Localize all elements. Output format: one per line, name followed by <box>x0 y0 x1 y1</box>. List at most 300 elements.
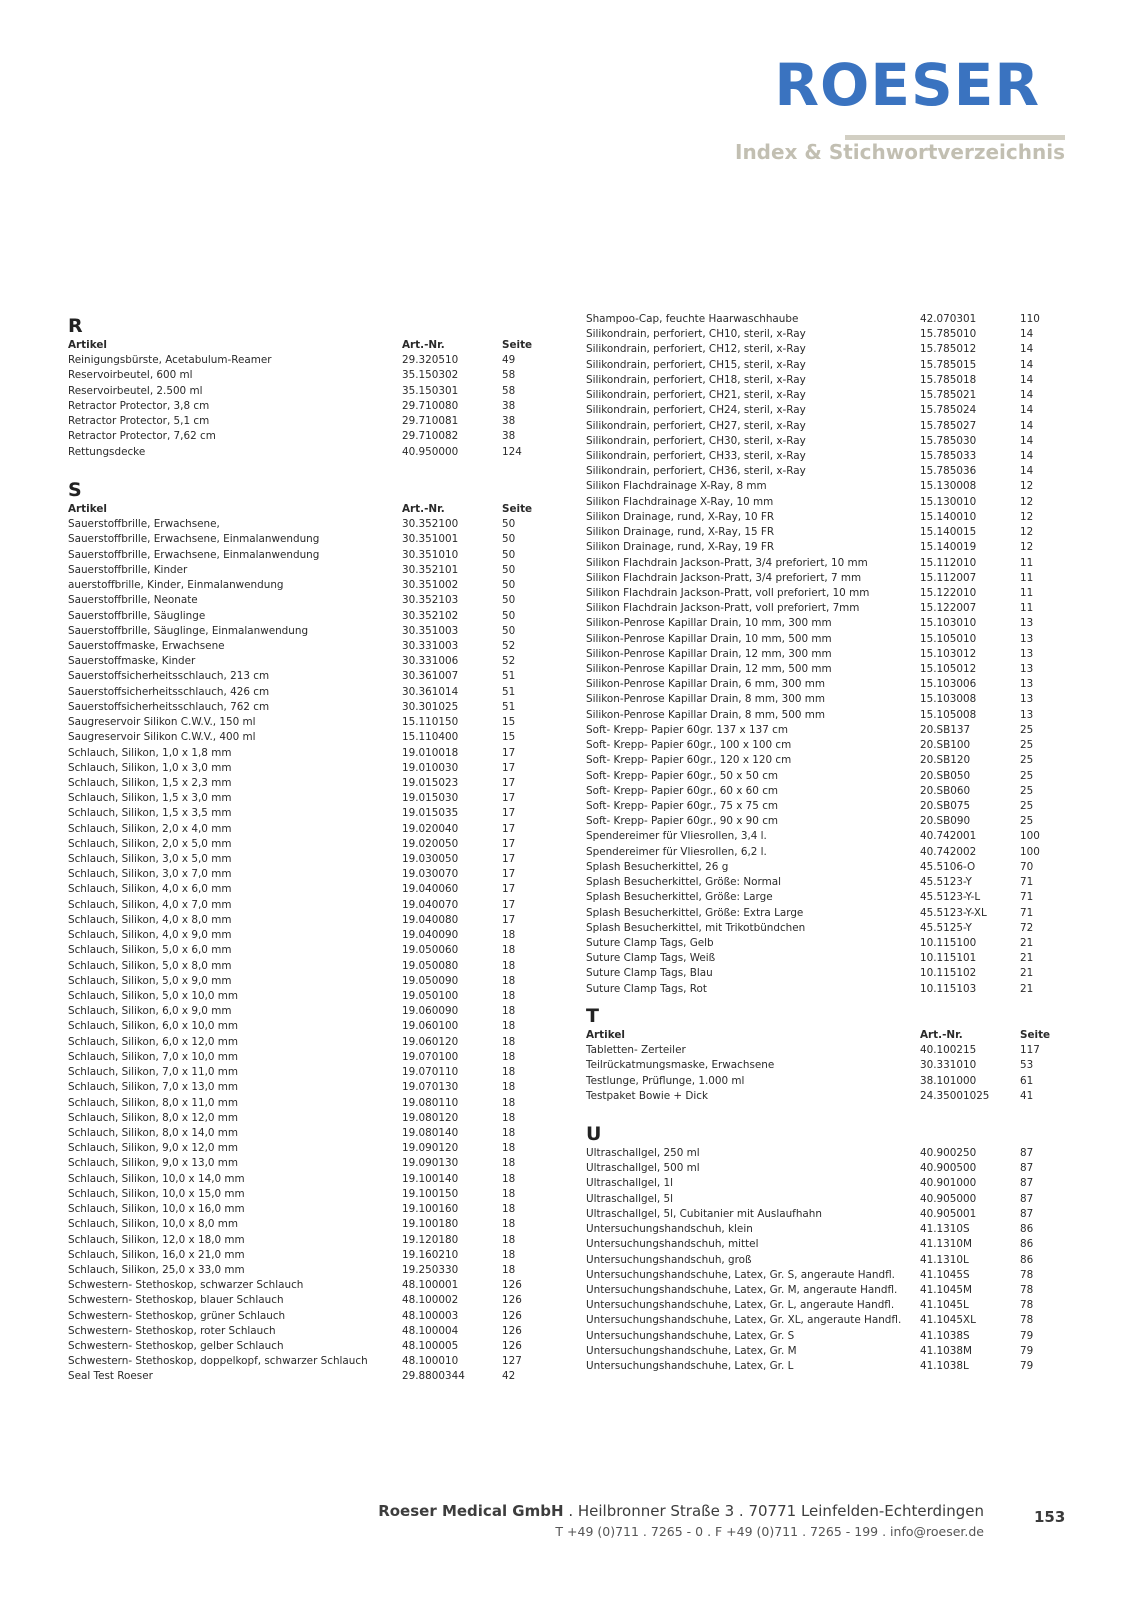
page-ref: 15 <box>502 731 516 744</box>
page-ref: 13 <box>1020 647 1034 660</box>
article-name: Suture Clamp Tags, Blau <box>586 967 713 980</box>
article-name: Splash Besucherkittel, Größe: Extra Large <box>586 906 804 919</box>
page-ref: 25 <box>1020 769 1034 782</box>
index-row <box>586 875 1066 890</box>
index-row <box>586 1043 1066 1058</box>
page-ref: 50 <box>502 579 516 592</box>
page-ref: 49 <box>502 354 516 367</box>
page-ref: 71 <box>1020 876 1034 889</box>
article-number: 41.1038L <box>920 1360 969 1373</box>
article-number: 30.352100 <box>402 518 459 531</box>
index-row <box>68 1217 558 1232</box>
page-ref: 17 <box>502 837 516 850</box>
page-ref: 14 <box>1020 328 1034 341</box>
page-ref: 18 <box>502 959 516 972</box>
article-number: 35.150302 <box>402 369 459 382</box>
index-row <box>586 692 1066 707</box>
article-name: Sauerstoffsicherheitsschlauch, 762 cm <box>68 700 270 713</box>
article-number: 15.122010 <box>920 586 977 599</box>
index-row <box>68 1263 558 1278</box>
article-number: 15.785030 <box>920 434 977 447</box>
article-name: Schlauch, Silikon, 9,0 x 12,0 mm <box>68 1142 239 1155</box>
article-name: Untersuchungshandschuhe, Latex, Gr. XL, angeraute Handfl. <box>586 1314 902 1327</box>
article-number: 15.105012 <box>920 663 977 676</box>
page-ref: 18 <box>502 1020 516 1033</box>
page-ref: 18 <box>502 1203 516 1216</box>
page-ref: 13 <box>1020 617 1034 630</box>
page-ref: 51 <box>502 670 516 683</box>
index-row <box>586 586 1066 601</box>
page-ref: 79 <box>1020 1329 1034 1342</box>
index-row <box>68 1354 558 1369</box>
article-name: Untersuchungshandschuhe, Latex, Gr. L <box>586 1360 794 1373</box>
article-number: 19.070110 <box>402 1066 459 1079</box>
article-number: 30.361014 <box>402 685 459 698</box>
article-name: Sauerstoffmaske, Kinder <box>68 655 196 668</box>
page-ref: 21 <box>1020 936 1034 949</box>
article-name: Tabletten- Zerteiler <box>586 1044 686 1057</box>
index-row <box>586 966 1066 981</box>
section-letter: T <box>586 1005 599 1027</box>
index-row <box>68 548 558 563</box>
article-number: 19.100160 <box>402 1203 459 1216</box>
page-ref: 58 <box>502 384 516 397</box>
index-row <box>586 936 1066 951</box>
index-row <box>586 829 1066 844</box>
article-name: Schlauch, Silikon, 7,0 x 13,0 mm <box>68 1081 239 1094</box>
index-row <box>586 1237 1066 1252</box>
article-number: 45.5123-Y-L <box>920 891 981 904</box>
index-row <box>586 921 1066 936</box>
article-name: Silikon Drainage, rund, X-Ray, 15 FR <box>586 526 775 539</box>
page-ref: 51 <box>502 685 516 698</box>
index-row <box>68 959 558 974</box>
article-name: Sauerstoffbrille, Erwachsene, Einmalanwendung <box>68 533 320 546</box>
index-row <box>68 563 558 578</box>
column-header <box>586 1028 1066 1043</box>
page-ref: 21 <box>1020 967 1034 980</box>
index-row <box>68 1126 558 1141</box>
article-number: 19.060120 <box>402 1035 459 1048</box>
article-name: Reservoirbeutel, 600 ml <box>68 369 193 382</box>
article-number: 10.115102 <box>920 967 977 980</box>
article-number: 20.SB100 <box>920 739 971 752</box>
index-row <box>68 517 558 532</box>
article-name: Soft- Krepp- Papier 60gr., 100 x 100 cm <box>586 739 792 752</box>
article-number: 19.010030 <box>402 761 459 774</box>
index-row <box>68 1339 558 1354</box>
index-row <box>586 738 1066 753</box>
article-name: Schlauch, Silikon, 1,5 x 3,5 mm <box>68 807 232 820</box>
article-name: Silikondrain, perforiert, CH24, steril, x-Ray <box>586 404 806 417</box>
article-number: 15.105010 <box>920 632 977 645</box>
index-row <box>68 700 558 715</box>
page-ref: 18 <box>502 1035 516 1048</box>
article-name: Schlauch, Silikon, 4,0 x 8,0 mm <box>68 913 232 926</box>
article-name: Schlauch, Silikon, 1,5 x 3,0 mm <box>68 792 232 805</box>
column-header <box>68 502 558 517</box>
article-number: 19.080140 <box>402 1126 459 1139</box>
article-number: 41.1045L <box>920 1299 969 1312</box>
article-number: 15.112007 <box>920 571 977 584</box>
article-number: 15.103008 <box>920 693 977 706</box>
page-ref: 18 <box>502 1142 516 1155</box>
article-name: Schlauch, Silikon, 16,0 x 21,0 mm <box>68 1248 245 1261</box>
index-row <box>68 1172 558 1187</box>
article-number: 15.103010 <box>920 617 977 630</box>
article-name: Schlauch, Silikon, 6,0 x 12,0 mm <box>68 1035 239 1048</box>
index-row <box>586 464 1066 479</box>
article-number: 19.020040 <box>402 822 459 835</box>
article-name: Silikon Drainage, rund, X-Ray, 19 FR <box>586 541 775 554</box>
index-row <box>68 867 558 882</box>
index-row <box>586 1313 1066 1328</box>
page-ref: 87 <box>1020 1207 1034 1220</box>
article-name: Silikondrain, perforiert, CH33, steril, x-Ray <box>586 449 806 462</box>
index-row <box>586 1298 1066 1313</box>
index-row <box>586 906 1066 921</box>
index-row <box>68 1187 558 1202</box>
page-ref: 17 <box>502 868 516 881</box>
article-number: 48.100010 <box>402 1355 459 1368</box>
article-name: Schlauch, Silikon, 6,0 x 9,0 mm <box>68 1005 232 1018</box>
page-ref: 117 <box>1020 1044 1040 1057</box>
article-number: 20.SB075 <box>920 800 971 812</box>
article-name: Rettungsdecke <box>68 445 146 458</box>
page-ref: 126 <box>502 1324 522 1337</box>
article-number: 19.120180 <box>402 1233 459 1246</box>
article-number: 29.710081 <box>402 415 459 428</box>
article-name: Silikon Flachdrain Jackson-Pratt, voll preforiert, 7mm <box>586 602 860 615</box>
article-name: Spendereimer für Vliesrollen, 6,2 l. <box>586 845 767 858</box>
article-number: 40.905001 <box>920 1207 977 1220</box>
index-row <box>68 1080 558 1095</box>
index-row <box>586 677 1066 692</box>
page-ref: 17 <box>502 913 516 926</box>
page-ref: 18 <box>502 1218 516 1231</box>
article-number: 29.710080 <box>402 399 459 412</box>
article-name: Schlauch, Silikon, 10,0 x 15,0 mm <box>68 1187 245 1200</box>
article-name: Testpaket Bowie + Dick <box>586 1089 709 1102</box>
article-name: Schlauch, Silikon, 25,0 x 33,0 mm <box>68 1263 245 1276</box>
article-number: 20.SB137 <box>920 723 971 736</box>
article-name: Splash Besucherkittel, Größe: Large <box>586 891 773 904</box>
article-number: 15.785024 <box>920 404 977 417</box>
article-name: Silikon Flachdrainage X-Ray, 10 mm <box>586 495 774 508</box>
header-artikel: Artikel <box>586 1029 625 1041</box>
article-name: Schlauch, Silikon, 5,0 x 10,0 mm <box>68 990 239 1002</box>
index-row <box>586 342 1066 357</box>
page-ref: 72 <box>1020 921 1034 934</box>
page-ref: 13 <box>1020 678 1034 691</box>
index-row <box>586 1268 1066 1283</box>
article-name: Soft- Krepp- Papier 60gr., 50 x 50 cm <box>586 769 779 782</box>
page-ref: 13 <box>1020 693 1034 706</box>
article-name: Untersuchungshandschuhe, Latex, Gr. S, angeraute Handfl. <box>586 1268 895 1281</box>
article-name: Silikondrain, perforiert, CH12, steril, x-Ray <box>586 343 806 356</box>
page-ref: 87 <box>1020 1192 1034 1205</box>
article-number: 19.050100 <box>402 990 459 1002</box>
page-ref: 50 <box>502 563 516 576</box>
page-ref: 127 <box>502 1355 522 1368</box>
article-number: 45.5123-Y-XL <box>920 906 987 919</box>
page-ref: 78 <box>1020 1283 1034 1296</box>
company-name: Roeser Medical GmbH <box>378 1502 564 1520</box>
index-row <box>68 1233 558 1248</box>
article-name: Schlauch, Silikon, 7,0 x 11,0 mm <box>68 1066 239 1079</box>
index-section-s <box>68 478 558 1385</box>
article-number: 10.115103 <box>920 982 977 995</box>
page-ref: 15 <box>502 716 516 729</box>
article-number: 40.900500 <box>920 1162 977 1175</box>
article-number: 29.320510 <box>402 354 459 367</box>
article-number: 19.080110 <box>402 1096 459 1109</box>
article-name: Schwestern- Stethoskop, doppelkopf, schwarzer Schlauch <box>68 1355 368 1368</box>
article-name: Schlauch, Silikon, 7,0 x 10,0 mm <box>68 1050 239 1063</box>
page-ref: 18 <box>502 1081 516 1094</box>
index-row <box>586 616 1066 631</box>
article-number: 19.160210 <box>402 1248 459 1261</box>
article-name: Schwestern- Stethoskop, schwarzer Schlauch <box>68 1279 304 1292</box>
article-number: 15.140019 <box>920 541 977 554</box>
article-number: 19.040080 <box>402 913 459 926</box>
page-ref: 38 <box>502 415 516 428</box>
index-row <box>68 685 558 700</box>
page-ref: 86 <box>1020 1223 1034 1236</box>
article-name: Schlauch, Silikon, 10,0 x 14,0 mm <box>68 1172 245 1185</box>
article-name: Schlauch, Silikon, 10,0 x 16,0 mm <box>68 1203 245 1216</box>
article-name: Testlunge, Prüflunge, 1.000 ml <box>586 1074 745 1087</box>
index-row <box>586 1359 1066 1374</box>
page-ref: 18 <box>502 1005 516 1018</box>
article-number: 19.015030 <box>402 792 459 805</box>
index-row <box>68 1293 558 1308</box>
page-ref: 11 <box>1020 602 1034 615</box>
article-name: Silikon-Penrose Kapillar Drain, 6 mm, 300 mm <box>586 678 826 691</box>
index-row <box>68 1202 558 1217</box>
index-row <box>68 368 558 383</box>
index-row <box>586 434 1066 449</box>
index-row <box>586 769 1066 784</box>
article-number: 19.100180 <box>402 1218 459 1231</box>
article-number: 41.1310L <box>920 1253 969 1266</box>
article-name: Schlauch, Silikon, 1,5 x 2,3 mm <box>68 776 232 789</box>
page-ref: 14 <box>1020 358 1034 371</box>
page-ref: 18 <box>502 1096 516 1109</box>
page-ref: 78 <box>1020 1314 1034 1327</box>
index-row <box>586 1146 1066 1161</box>
index-row <box>68 730 558 745</box>
index-row <box>586 1283 1066 1298</box>
page-ref: 110 <box>1020 313 1040 325</box>
page-ref: 14 <box>1020 434 1034 447</box>
article-name: Schlauch, Silikon, 9,0 x 13,0 mm <box>68 1157 239 1170</box>
index-row <box>586 556 1066 571</box>
page-ref: 17 <box>502 746 516 759</box>
index-row <box>586 662 1066 677</box>
article-name: Silikon Flachdrain Jackson-Pratt, 3/4 preforiert, 10 mm <box>586 556 868 569</box>
article-name: Soft- Krepp- Papier 60gr., 60 x 60 cm <box>586 784 779 797</box>
index-row <box>586 525 1066 540</box>
article-name: Untersuchungshandschuh, groß <box>586 1253 752 1266</box>
page-ref: 58 <box>502 369 516 382</box>
page-ref: 51 <box>502 700 516 713</box>
page-ref: 52 <box>502 639 516 652</box>
index-row <box>586 571 1066 586</box>
article-number: 41.1310M <box>920 1238 972 1251</box>
article-name: Sauerstoffsicherheitsschlauch, 213 cm <box>68 670 270 683</box>
article-number: 30.331003 <box>402 639 459 652</box>
page-ref: 11 <box>1020 556 1034 569</box>
page-ref: 86 <box>1020 1253 1034 1266</box>
article-number: 40.900250 <box>920 1147 977 1159</box>
index-row <box>586 1222 1066 1237</box>
header-artikel: Artikel <box>68 339 107 351</box>
index-row <box>586 358 1066 373</box>
page-ref: 71 <box>1020 906 1034 919</box>
article-number: 19.050060 <box>402 944 459 957</box>
article-number: 30.351001 <box>402 533 459 546</box>
company-address: . Heilbronner Straße 3 . 70771 Leinfelden-Echterdingen <box>563 1502 984 1520</box>
index-row <box>68 609 558 624</box>
index-row <box>586 647 1066 662</box>
article-number: 48.100005 <box>402 1340 459 1353</box>
page-ref: 18 <box>502 1233 516 1246</box>
page-ref: 126 <box>502 1279 522 1292</box>
page-ref: 17 <box>502 761 516 774</box>
index-row <box>586 632 1066 647</box>
section-letter: U <box>586 1123 602 1145</box>
article-name: Silikon Flachdrain Jackson-Pratt, voll preforiert, 10 mm <box>586 586 870 599</box>
article-name: Schlauch, Silikon, 12,0 x 18,0 mm <box>68 1233 245 1246</box>
header-artikel: Artikel <box>68 503 107 515</box>
article-number: 19.060090 <box>402 1005 459 1018</box>
article-name: Silikondrain, perforiert, CH10, steril, x-Ray <box>586 328 806 341</box>
article-name: Schlauch, Silikon, 4,0 x 6,0 mm <box>68 883 232 896</box>
article-name: Reservoirbeutel, 2.500 ml <box>68 384 203 397</box>
page-ref: 41 <box>1020 1089 1034 1102</box>
page-ref: 25 <box>1020 754 1034 767</box>
article-number: 19.080120 <box>402 1111 459 1124</box>
article-number: 45.5125-Y <box>920 921 972 934</box>
page-ref: 100 <box>1020 845 1040 858</box>
index-row <box>586 1253 1066 1268</box>
page-ref: 12 <box>1020 510 1034 523</box>
index-row <box>68 928 558 943</box>
article-number: 15.785015 <box>920 358 977 371</box>
page-ref: 18 <box>502 1066 516 1079</box>
article-number: 29.710082 <box>402 430 459 443</box>
footer-company-line <box>378 1502 984 1520</box>
index-section-t <box>586 1004 1066 1104</box>
article-name: Silikon Flachdrain Jackson-Pratt, 3/4 preforiert, 7 mm <box>586 571 862 584</box>
page-ref: 124 <box>502 445 522 458</box>
article-name: Schwestern- Stethoskop, blauer Schlauch <box>68 1294 284 1307</box>
page-ref: 17 <box>502 853 516 866</box>
article-number: 40.950000 <box>402 445 459 458</box>
page-ref: 52 <box>502 655 516 668</box>
index-row <box>586 845 1066 860</box>
page-ref: 25 <box>1020 815 1034 828</box>
index-row <box>586 951 1066 966</box>
article-number: 20.SB060 <box>920 784 971 797</box>
article-name: Ultraschallgel, 5l, Cubitanier mit Auslaufhahn <box>586 1207 822 1220</box>
page-ref: 18 <box>502 974 516 987</box>
index-row <box>586 1074 1066 1089</box>
article-name: Silikon-Penrose Kapillar Drain, 10 mm, 300 mm <box>586 617 832 630</box>
page-ref: 12 <box>1020 480 1034 493</box>
article-name: Silikon Drainage, rund, X-Ray, 10 FR <box>586 510 775 523</box>
index-row <box>68 1156 558 1171</box>
page-ref: 25 <box>1020 739 1034 752</box>
article-name: Ultraschallgel, 1l <box>586 1177 674 1190</box>
page-ref: 18 <box>502 990 516 1002</box>
article-name: Sauerstoffbrille, Säuglinge <box>68 609 206 622</box>
article-number: 15.785010 <box>920 328 977 341</box>
article-number: 15.130010 <box>920 495 977 508</box>
article-name: Sauerstoffmaske, Erwachsene <box>68 639 225 652</box>
article-number: 15.785027 <box>920 419 977 432</box>
article-name: auerstoffbrille, Kinder, Einmalanwendung <box>68 579 284 592</box>
index-row <box>68 1324 558 1339</box>
page-ref: 18 <box>502 1111 516 1124</box>
page-ref: 25 <box>1020 723 1034 736</box>
article-name: Schwestern- Stethoskop, roter Schlauch <box>68 1324 276 1337</box>
index-row <box>586 495 1066 510</box>
article-number: 40.100215 <box>920 1044 977 1057</box>
article-name: Sauerstoffbrille, Kinder <box>68 563 188 576</box>
article-number: 48.100002 <box>402 1294 459 1307</box>
article-number: 38.101000 <box>920 1074 977 1087</box>
article-number: 10.115101 <box>920 952 977 965</box>
page-ref: 87 <box>1020 1147 1034 1159</box>
article-name: Schlauch, Silikon, 8,0 x 12,0 mm <box>68 1111 239 1124</box>
article-name: Untersuchungshandschuh, mittel <box>586 1238 759 1251</box>
article-number: 19.020050 <box>402 837 459 850</box>
article-name: Schlauch, Silikon, 4,0 x 7,0 mm <box>68 898 232 911</box>
page-ref: 14 <box>1020 449 1034 462</box>
index-row <box>586 1161 1066 1176</box>
index-row <box>68 1065 558 1080</box>
article-name: Silikondrain, perforiert, CH30, steril, x-Ray <box>586 434 806 447</box>
article-name: Ultraschallgel, 250 ml <box>586 1147 700 1159</box>
article-number: 15.112010 <box>920 556 977 569</box>
article-name: Soft- Krepp- Papier 60gr., 120 x 120 cm <box>586 754 792 767</box>
page-ref: 14 <box>1020 343 1034 356</box>
page-ref: 11 <box>1020 571 1034 584</box>
index-row <box>68 1111 558 1126</box>
index-row <box>68 746 558 761</box>
article-name: Untersuchungshandschuhe, Latex, Gr. L, angeraute Handfl. <box>586 1299 895 1312</box>
index-row <box>68 429 558 444</box>
page-ref: 17 <box>502 776 516 789</box>
index-row <box>68 669 558 684</box>
article-number: 30.352101 <box>402 563 459 576</box>
index-row <box>68 1278 558 1293</box>
article-number: 30.361007 <box>402 670 459 683</box>
article-name: Saugreservoir Silikon C.W.V., 150 ml <box>68 716 256 729</box>
article-name: Sauerstoffbrille, Säuglinge, Einmalanwendung <box>68 624 309 637</box>
article-name: Untersuchungshandschuhe, Latex, Gr. M <box>586 1344 797 1357</box>
index-row <box>68 445 558 460</box>
index-row <box>586 510 1066 525</box>
index-row <box>68 654 558 669</box>
article-number: 15.140010 <box>920 510 977 523</box>
page-ref: 42 <box>502 1370 516 1383</box>
index-row <box>586 784 1066 799</box>
page-ref: 12 <box>1020 526 1034 539</box>
page-ref: 86 <box>1020 1238 1034 1251</box>
